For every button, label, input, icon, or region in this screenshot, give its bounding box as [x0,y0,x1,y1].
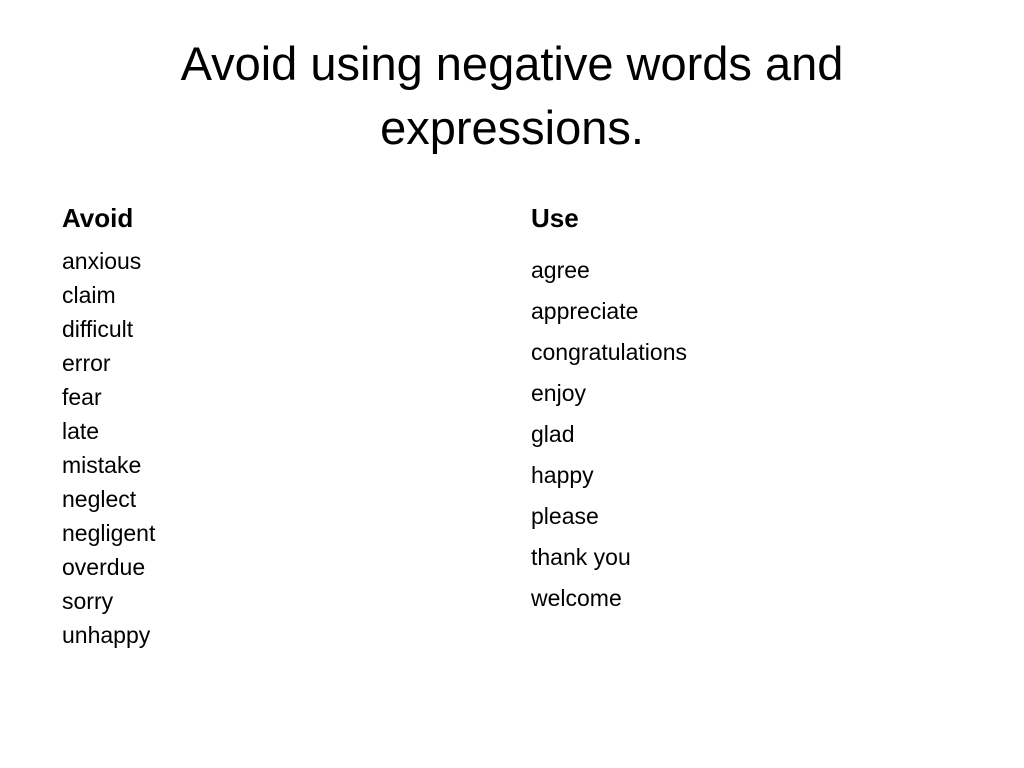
avoid-word: neglect [62,486,137,512]
use-word: thank you [531,544,631,570]
slide-title: Avoid using negative words and expressions. [180,37,844,154]
use-word: happy [531,462,594,488]
use-word-list [531,250,961,619]
use-word: enjoy [531,380,586,406]
avoid-word: error [62,350,111,376]
avoid-word: difficult [62,316,134,342]
avoid-word: fear [62,384,102,410]
use-word: agree [531,257,590,283]
use-word: welcome [531,585,622,611]
avoid-word: overdue [62,554,146,580]
avoid-heading: Avoid [62,203,134,233]
use-word: appreciate [531,298,639,324]
avoid-word: late [62,418,100,444]
use-word: congratulations [531,339,687,365]
use-word: please [531,503,599,529]
avoid-column [62,200,482,652]
avoid-word: anxious [62,248,142,274]
avoid-word-list [62,244,482,652]
avoid-word: mistake [62,452,142,478]
avoid-word: claim [62,282,116,308]
avoid-word: sorry [62,588,114,614]
avoid-word: negligent [62,520,156,546]
use-column [531,200,961,619]
avoid-word: unhappy [62,622,151,648]
use-heading: Use [531,203,579,233]
use-word: glad [531,421,575,447]
